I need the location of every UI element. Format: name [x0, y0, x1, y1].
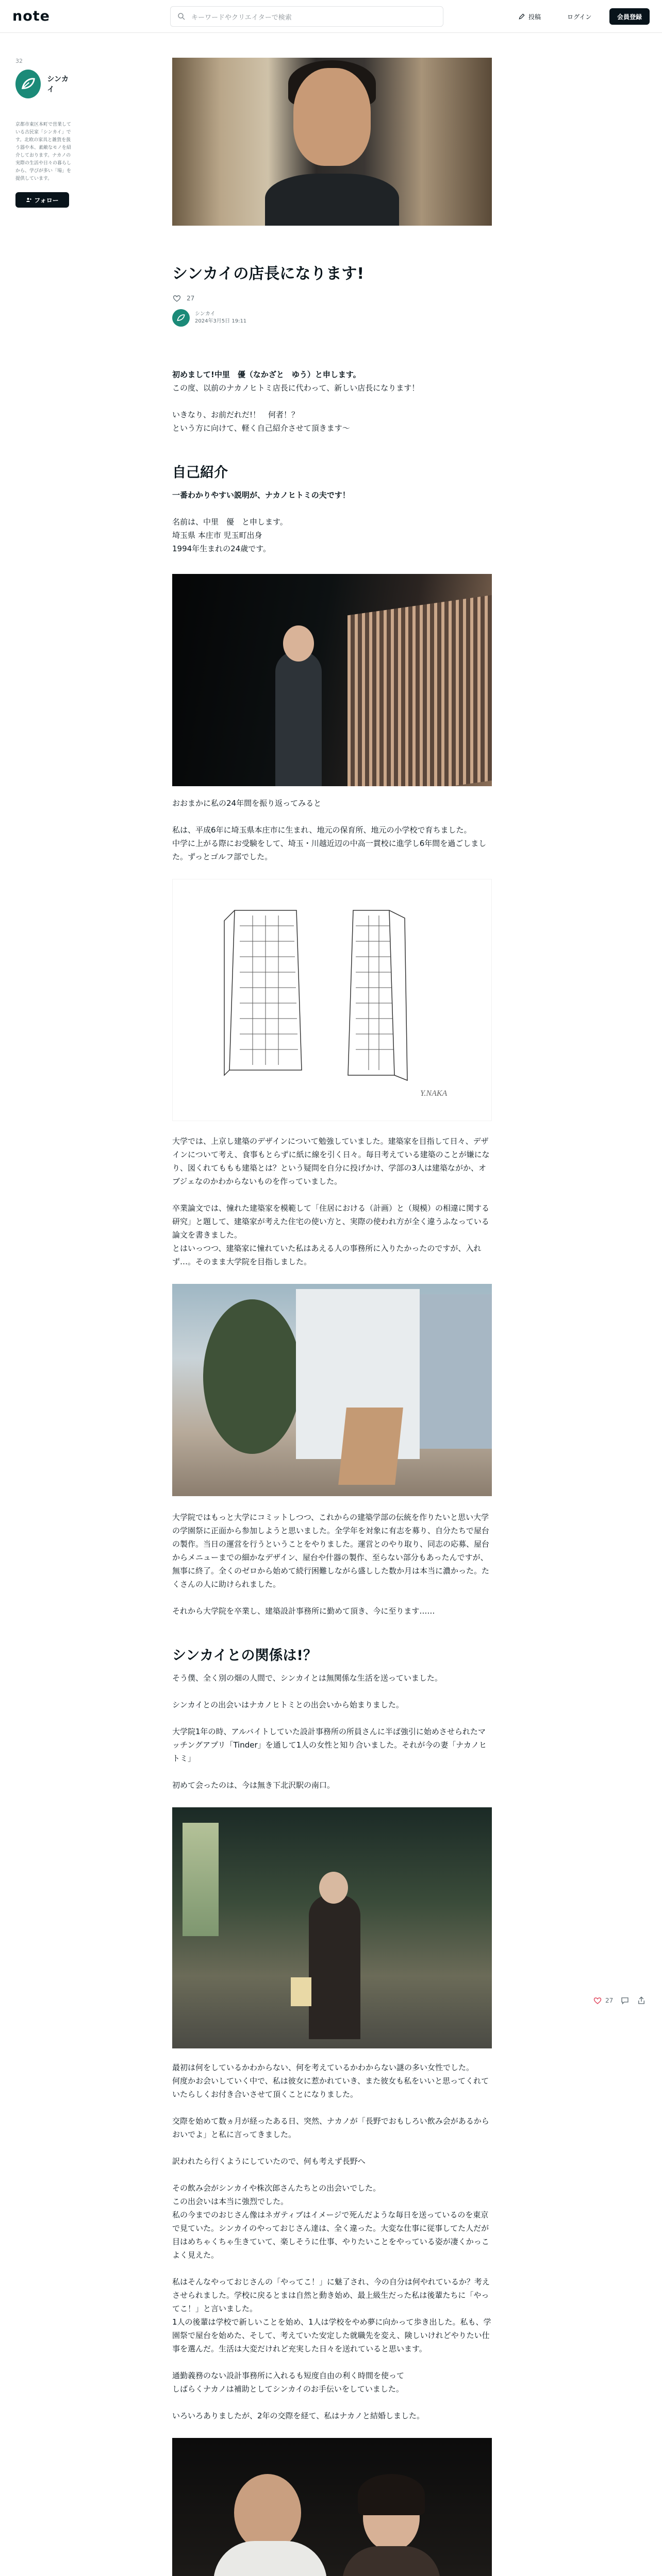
avatar[interactable]	[15, 70, 41, 98]
section-heading-relation: シンカイとの関係は!？	[172, 1648, 317, 1664]
photo-lights	[183, 1823, 219, 1936]
spacer	[172, 1268, 492, 1284]
spacer	[172, 1591, 492, 1604]
paragraph: シンカイとの出会いはナカノヒトミとの出会いから始まりました。	[172, 1700, 404, 1709]
paragraph: 最初は何をしているかわからない、何を考えているかわからない謎の多い女性でした。	[172, 2063, 474, 2072]
article	[172, 58, 492, 2576]
register-button[interactable]	[609, 8, 650, 25]
photo-couple	[172, 2438, 492, 2576]
paragraph: いきなり、お前だれだ!！ 何者！？	[172, 410, 300, 419]
register-label: 会員登録	[617, 13, 642, 21]
spacer	[172, 1496, 492, 1511]
author-name[interactable]: シンカイ	[195, 311, 216, 317]
paragraph: 中学に上がる際にお受験をして、埼玉・川越近辺の中高一貫校に進学し6年間を過ごしました。ずっとゴルフ部でした。	[172, 839, 487, 861]
author-avatar[interactable]	[172, 309, 190, 327]
profile-header[interactable]	[15, 70, 72, 98]
photo-man-shirt	[213, 2541, 327, 2576]
paragraph: おおまかに私の24年間を振り返ってみると	[172, 799, 322, 808]
paragraph: その飲み会がシンカイや株次郎さんたちとの出会いでした。	[172, 2183, 381, 2193]
spacer	[172, 810, 492, 823]
spacer	[172, 327, 492, 368]
spacer	[172, 1685, 492, 1698]
paragraph	[172, 488, 492, 502]
spacer	[172, 1618, 492, 1647]
paragraph: 大学では、上京し建築のデザインについて勉強していました。建築家を目指して日々、デザインについて考え、食事もとらずに紙に線を引く日々。毎日考えている建築のことが嫌になり、図くれてももも建築とは？という疑問を自分に投げかけ、学部の3人は建築ながか、オブジェなのかわからないものを作っていました。	[172, 1137, 490, 1186]
share-icon	[637, 1996, 646, 2005]
spacer	[172, 1711, 492, 1725]
spacer	[172, 2355, 492, 2369]
pen-icon	[518, 13, 525, 20]
paragraph: この度、以前のナカノヒトミ店長に代わって、新しい店長になります！	[172, 383, 420, 393]
photo-woman-hair	[358, 2474, 425, 2515]
profile-description: 京都市東区本町で営業している古民家「シンカイ」です。北欧の家具と雑貨を扱う器や本、素敵なモノを紹介しております。ナカノの実際の生活や日々の暮らしから、学びが多い「場」を提供しています。	[15, 122, 72, 181]
author-meta	[195, 311, 246, 325]
article-title: シンカイの店長になります!	[172, 265, 365, 283]
spacer	[172, 482, 492, 488]
paragraph: 私は、平成6年に埼玉県本庄市に生まれ、地元の保育所、地元の小学校で育ちました。	[172, 825, 472, 835]
creator-profile	[15, 58, 72, 208]
paragraph: 何度かお会いしていく中で、私は彼女に惹かれていき、また彼女も私をいいと思ってくれていたらしくお付き合いさせて頂くことになりました。	[172, 2076, 489, 2099]
hero-shirt	[265, 174, 399, 226]
photo-person-coat	[309, 1895, 360, 2039]
photo-face	[319, 1872, 348, 1904]
building-sketch	[172, 879, 492, 1121]
hero-face	[293, 68, 371, 166]
floating-actions	[593, 1996, 646, 2005]
site-header	[0, 0, 662, 33]
spacer	[172, 2168, 492, 2181]
photo-woman-coat	[342, 2546, 440, 2576]
paragraph: この出会いは本当に強烈でした。	[172, 2197, 289, 2206]
photo-person	[275, 651, 322, 786]
hero-image	[172, 58, 492, 226]
person-plus-icon	[26, 197, 32, 203]
spacer	[172, 2141, 492, 2155]
paragraph: 卒業論文では、憧れた建築家を模範して「住居における（計画）と（規模）の相違に関する研究」と題して、建築家が考えた住宅の使い方と、実際の使われ方が全く違うふなっている論文を書きました。	[172, 1204, 490, 1240]
photo-tree	[203, 1299, 301, 1454]
leaf-logo-icon	[176, 313, 186, 323]
floating-like-button[interactable]	[593, 1996, 613, 2005]
spacer	[172, 863, 492, 879]
paragraph: とはいっつつ、建築家に憧れていた私はあえる人の事務所に入りたかったのですが、入れず…。そのまま大学院を目指しました。	[172, 1244, 482, 1266]
spacer	[172, 435, 492, 464]
self-line-1: 一番わかりやすい説明が、ナカノヒトミの夫です！	[172, 490, 350, 500]
photo-man	[234, 2474, 301, 2551]
note-logo[interactable]	[12, 8, 50, 24]
leaf-logo-icon	[20, 75, 37, 93]
photo-night-street	[172, 574, 492, 786]
follow-button[interactable]	[15, 192, 69, 208]
photo-alley-night	[172, 1807, 492, 2048]
profile-number: 32	[15, 58, 23, 64]
spacer	[172, 555, 492, 574]
follow-label: フォロー	[34, 196, 59, 204]
spacer	[172, 2101, 492, 2114]
spacer	[172, 1792, 492, 1807]
like-count: 27	[187, 295, 195, 302]
paragraph: いろいろありましたが、2年の交際を経て、私はナカノと結婚しました。	[172, 2411, 424, 2420]
paragraph: 私はそんなやっておじさんの「やってこ！」に魅了され、今の自分は何やれているか？考えさせられました。学校に戻るとまは自然と動き始め、最上級生だった私は後輩たちに「やってこ！」と言いました。	[172, 2277, 490, 2313]
sketch-signature: Y.NAKA	[420, 1089, 448, 1098]
spacer	[172, 2262, 492, 2275]
paragraph: 大学院ではもっと大学にコミットしつつ、これからの建築学部の伝統を作りたいと思い大学の学園祭に正面から参加しようと思いました。全学年を対象に有志を募り、自分たちで屋台の製作。当日の運営を行うということをやりました。運営とのやり取り、同志の応募、屋台からメニューまでの細かなデザイン、屋台や什器の製作、至らない部分もあったんですが、無事に終了。全くのゼロから始めて続行困難しながら盛しした数か月は本当に濃かった。たくさんの人に助けられました。	[172, 1513, 490, 1589]
paragraph: 1994年生まれの24歳です。	[172, 544, 271, 553]
spacer	[172, 502, 492, 515]
logo-text: note	[12, 8, 50, 24]
search-placeholder: キーワードやクリエイターで検索	[191, 13, 292, 22]
search-input[interactable]	[170, 6, 443, 27]
login-button[interactable]	[567, 9, 591, 24]
spacer	[172, 1765, 492, 1778]
spacer	[172, 2422, 492, 2438]
login-label: ログイン	[567, 13, 592, 21]
floating-like-count: 27	[605, 1997, 614, 2004]
photo-bag	[291, 1977, 311, 2006]
paragraph: 大学院1年の時、アルバイトしていた設計事務所の所員さんに半ば強引に始めさせられたマッチングアプリ「Tinder」を通して1人の女性と知り合いました。それが今の妻「ナカノヒトミ」	[172, 1727, 487, 1763]
paragraph: 初めて会ったのは、今は無き下北沢駅の南口。	[172, 1781, 335, 1790]
paragraph: しばらくナカノは補助としてシンカイのお手伝いをしていました。	[172, 2384, 404, 2394]
spacer	[172, 395, 492, 408]
section-heading-self: 自己紹介	[172, 465, 228, 481]
paragraph: 埼玉県 本庄市 児玉町出身	[172, 531, 262, 540]
paragraph	[172, 368, 492, 381]
photo-building-right	[420, 1294, 492, 1449]
paragraph: 通勤義務のない設計事務所に入れるも短度自由の利く時間を使って	[172, 2371, 405, 2380]
comment-button[interactable]	[620, 1996, 630, 2005]
spacer	[172, 2396, 492, 2409]
photo-fence	[347, 595, 492, 786]
spacer	[172, 1121, 492, 1134]
search-icon	[177, 12, 186, 21]
comment-icon	[620, 1996, 630, 2005]
heart-icon	[593, 1996, 602, 2005]
like-counter[interactable]	[172, 294, 492, 303]
heart-icon	[172, 294, 181, 303]
paragraph: 私の今までのおじさん像はネガティブはイメージで死んだような毎日を送っているのを東京で見ていた。シンカイのやっておじさん達は、全く違った。大変な仕事に従事してた人だが目はめちゃくちゃ生きていて、楽しそうに仕事、やりたいことをやっている姿が凄くかっこよく見えた。	[172, 2210, 489, 2260]
paragraph: 訳われたら行くようにしていたので、何も考えず長野へ	[172, 2157, 366, 2166]
paragraph: という方に向けて、軽く自己紹介させて頂きます〜	[172, 423, 350, 433]
share-button[interactable]	[637, 1996, 646, 2005]
paragraph: 名前は、中里 優 と申します。	[172, 517, 288, 527]
spacer	[172, 786, 492, 796]
spacer	[172, 1665, 492, 1671]
author-row[interactable]	[172, 309, 492, 327]
building-sketch-drawing	[173, 879, 492, 1121]
intro-line-1: 初めまして!中里 優（なかざと ゆう）と申します。	[172, 370, 361, 379]
post-button[interactable]	[518, 9, 541, 24]
paragraph: 交際を始めて数ヵ月が経ったある日、突然、ナカノが「長野でおもしろい飲み会があるからおいでよ」と私に言ってきました。	[172, 2116, 489, 2139]
spacer	[172, 2048, 492, 2061]
photo-campus-stall	[172, 1284, 492, 1496]
post-label: 投稿	[528, 13, 541, 21]
spacer	[172, 1188, 492, 1201]
paragraph: そう僕、全く別の畑の人間で、シンカイとは無関係な生活を送っていました。	[172, 1673, 442, 1683]
paragraph: それから大学院を卒業し、建築設計事務所に勤めて頂き、今に至ります……	[172, 1606, 435, 1616]
paragraph: 1人の後輩は学校で新しいことを始め、1人は学校をやめ夢に向かって歩き出した。私も、学園祭で屋台を始めた、そして、考えていた安定した就職先を変え、険しいけれどやりたい仕事を選んだ。生活は大変だけれど充実した日々を送れていると思います。	[172, 2317, 491, 2353]
profile-name[interactable]: シンカイ	[47, 75, 69, 94]
post-date: 2024年3月5日 19:11	[195, 318, 247, 324]
photo-stall	[338, 1408, 403, 1485]
photo-face	[283, 625, 314, 662]
